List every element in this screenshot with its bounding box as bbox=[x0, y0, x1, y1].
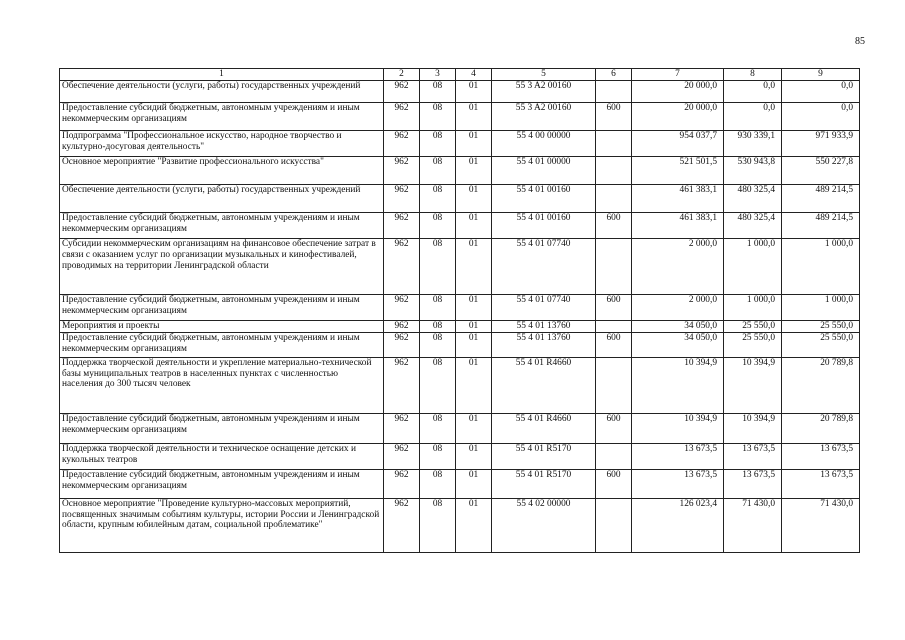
header-cell: 6 bbox=[596, 69, 632, 81]
admin-code: 962 bbox=[384, 239, 420, 295]
amount-col9: 13 673,5 bbox=[782, 443, 860, 469]
row-name: Предоставление субсидий бюджетным, автономным учреждениям и иным некоммерческим организациям bbox=[60, 413, 384, 443]
amount-col7: 34 050,0 bbox=[632, 321, 724, 333]
amount-col8: 10 394,9 bbox=[724, 413, 782, 443]
row-name: Предоставление субсидий бюджетным, автономным учреждениям и иным некоммерческим организациям bbox=[60, 103, 384, 131]
section-code: 08 bbox=[420, 443, 456, 469]
target-article: 55 4 00 00000 bbox=[492, 131, 596, 157]
subsection-code: 01 bbox=[456, 213, 492, 239]
amount-col9: 25 550,0 bbox=[782, 321, 860, 333]
admin-code: 962 bbox=[384, 103, 420, 131]
header-cell: 3 bbox=[420, 69, 456, 81]
amount-col7: 13 673,5 bbox=[632, 469, 724, 498]
table-row bbox=[60, 498, 860, 552]
amount-col7: 20 000,0 bbox=[632, 103, 724, 131]
amount-col9: 20 789,8 bbox=[782, 357, 860, 413]
admin-code: 962 bbox=[384, 157, 420, 185]
section-code: 08 bbox=[420, 321, 456, 333]
amount-col9: 489 214,5 bbox=[782, 213, 860, 239]
expense-type bbox=[596, 321, 632, 333]
row-name: Предоставление субсидий бюджетным, автономным учреждениям и иным некоммерческим организациям bbox=[60, 295, 384, 321]
amount-col8: 0,0 bbox=[724, 103, 782, 131]
section-code: 08 bbox=[420, 239, 456, 295]
amount-col8: 10 394,9 bbox=[724, 357, 782, 413]
amount-col9: 20 789,8 bbox=[782, 413, 860, 443]
target-article: 55 4 01 07740 bbox=[492, 295, 596, 321]
amount-col7: 13 673,5 bbox=[632, 443, 724, 469]
target-article: 55 4 02 00000 bbox=[492, 498, 596, 552]
header-cell: 9 bbox=[782, 69, 860, 81]
expense-type: 600 bbox=[596, 332, 632, 357]
admin-code: 962 bbox=[384, 131, 420, 157]
row-name: Предоставление субсидий бюджетным, автономным учреждениям и иным некоммерческим организациям bbox=[60, 469, 384, 498]
header-cell: 4 bbox=[456, 69, 492, 81]
expense-type bbox=[596, 185, 632, 213]
budget-table bbox=[59, 68, 860, 553]
table-row bbox=[60, 413, 860, 443]
section-code: 08 bbox=[420, 213, 456, 239]
amount-col9: 1 000,0 bbox=[782, 239, 860, 295]
table-row bbox=[60, 213, 860, 239]
target-article: 55 4 01 00000 bbox=[492, 157, 596, 185]
admin-code: 962 bbox=[384, 413, 420, 443]
amount-col9: 25 550,0 bbox=[782, 332, 860, 357]
section-code: 08 bbox=[420, 295, 456, 321]
admin-code: 962 bbox=[384, 498, 420, 552]
target-article: 55 4 01 R5170 bbox=[492, 443, 596, 469]
target-article: 55 4 01 R4660 bbox=[492, 357, 596, 413]
table-row bbox=[60, 81, 860, 103]
table-row bbox=[60, 185, 860, 213]
target-article: 55 4 01 R4660 bbox=[492, 413, 596, 443]
amount-col9: 13 673,5 bbox=[782, 469, 860, 498]
amount-col8: 13 673,5 bbox=[724, 443, 782, 469]
subsection-code: 01 bbox=[456, 103, 492, 131]
section-code: 08 bbox=[420, 469, 456, 498]
section-code: 08 bbox=[420, 81, 456, 103]
page-number: 85 bbox=[855, 36, 865, 47]
row-name: Предоставление субсидий бюджетным, автономным учреждениям и иным некоммерческим организациям bbox=[60, 213, 384, 239]
admin-code: 962 bbox=[384, 357, 420, 413]
subsection-code: 01 bbox=[456, 321, 492, 333]
amount-col9: 550 227,8 bbox=[782, 157, 860, 185]
row-name: Предоставление субсидий бюджетным, автономным учреждениям и иным некоммерческим организациям bbox=[60, 332, 384, 357]
amount-col8: 1 000,0 bbox=[724, 239, 782, 295]
subsection-code: 01 bbox=[456, 332, 492, 357]
amount-col9: 0,0 bbox=[782, 103, 860, 131]
admin-code: 962 bbox=[384, 295, 420, 321]
expense-type bbox=[596, 357, 632, 413]
amount-col8: 1 000,0 bbox=[724, 295, 782, 321]
row-name: Субсидии некоммерческим организациям на финансовое обеспечение затрат в связи с оказанием услуг по организации музыкальных и кинофестивалей, проводимых на территории Ленинградской области bbox=[60, 239, 384, 295]
amount-col9: 71 430,0 bbox=[782, 498, 860, 552]
section-code: 08 bbox=[420, 157, 456, 185]
amount-col8: 480 325,4 bbox=[724, 185, 782, 213]
expense-type bbox=[596, 81, 632, 103]
section-code: 08 bbox=[420, 185, 456, 213]
subsection-code: 01 bbox=[456, 185, 492, 213]
row-name: Мероприятия и проекты bbox=[60, 321, 384, 333]
amount-col7: 521 501,5 bbox=[632, 157, 724, 185]
expense-type: 600 bbox=[596, 213, 632, 239]
target-article: 55 4 01 13760 bbox=[492, 332, 596, 357]
amount-col7: 10 394,9 bbox=[632, 413, 724, 443]
expense-type: 600 bbox=[596, 103, 632, 131]
admin-code: 962 bbox=[384, 443, 420, 469]
admin-code: 962 bbox=[384, 81, 420, 103]
subsection-code: 01 bbox=[456, 131, 492, 157]
subsection-code: 01 bbox=[456, 498, 492, 552]
target-article: 55 4 01 00160 bbox=[492, 185, 596, 213]
table-row bbox=[60, 469, 860, 498]
section-code: 08 bbox=[420, 498, 456, 552]
expense-type bbox=[596, 157, 632, 185]
table-row bbox=[60, 357, 860, 413]
table-row bbox=[60, 443, 860, 469]
row-name: Поддержка творческой деятельности и техническое оснащение детских и кукольных театров bbox=[60, 443, 384, 469]
row-name: Поддержка творческой деятельности и укрепление материально-технической базы муниципальных театров в населенных пунктах с численностью населения до 300 тысяч человек bbox=[60, 357, 384, 413]
table-row bbox=[60, 321, 860, 333]
table-row bbox=[60, 103, 860, 131]
target-article: 55 4 01 R5170 bbox=[492, 469, 596, 498]
row-name: Обеспечение деятельности (услуги, работы) государственных учреждений bbox=[60, 185, 384, 213]
header-cell: 2 bbox=[384, 69, 420, 81]
amount-col7: 461 383,1 bbox=[632, 185, 724, 213]
subsection-code: 01 bbox=[456, 357, 492, 413]
target-article: 55 3 A2 00160 bbox=[492, 103, 596, 131]
subsection-code: 01 bbox=[456, 413, 492, 443]
expense-type: 600 bbox=[596, 413, 632, 443]
amount-col7: 34 050,0 bbox=[632, 332, 724, 357]
subsection-code: 01 bbox=[456, 81, 492, 103]
row-name: Обеспечение деятельности (услуги, работы) государственных учреждений bbox=[60, 81, 384, 103]
subsection-code: 01 bbox=[456, 295, 492, 321]
amount-col7: 2 000,0 bbox=[632, 239, 724, 295]
expense-type bbox=[596, 498, 632, 552]
amount-col7: 461 383,1 bbox=[632, 213, 724, 239]
amount-col9: 0,0 bbox=[782, 81, 860, 103]
table-row bbox=[60, 131, 860, 157]
row-name: Подпрограмма "Профессиональное искусство, народное творчество и культурно-досуговая деятельность" bbox=[60, 131, 384, 157]
section-code: 08 bbox=[420, 357, 456, 413]
subsection-code: 01 bbox=[456, 157, 492, 185]
amount-col9: 489 214,5 bbox=[782, 185, 860, 213]
header-row bbox=[60, 69, 860, 81]
amount-col7: 126 023,4 bbox=[632, 498, 724, 552]
expense-type: 600 bbox=[596, 469, 632, 498]
amount-col8: 25 550,0 bbox=[724, 332, 782, 357]
admin-code: 962 bbox=[384, 185, 420, 213]
table-row bbox=[60, 239, 860, 295]
amount-col7: 2 000,0 bbox=[632, 295, 724, 321]
expense-type: 600 bbox=[596, 295, 632, 321]
admin-code: 962 bbox=[384, 469, 420, 498]
subsection-code: 01 bbox=[456, 443, 492, 469]
admin-code: 962 bbox=[384, 321, 420, 333]
amount-col7: 20 000,0 bbox=[632, 81, 724, 103]
admin-code: 962 bbox=[384, 332, 420, 357]
amount-col8: 930 339,1 bbox=[724, 131, 782, 157]
amount-col7: 954 037,7 bbox=[632, 131, 724, 157]
amount-col9: 1 000,0 bbox=[782, 295, 860, 321]
expense-type bbox=[596, 443, 632, 469]
target-article: 55 3 A2 00160 bbox=[492, 81, 596, 103]
amount-col8: 0,0 bbox=[724, 81, 782, 103]
amount-col8: 530 943,8 bbox=[724, 157, 782, 185]
target-article: 55 4 01 00160 bbox=[492, 213, 596, 239]
header-cell: 1 bbox=[60, 69, 384, 81]
section-code: 08 bbox=[420, 332, 456, 357]
header-cell: 8 bbox=[724, 69, 782, 81]
expense-type bbox=[596, 239, 632, 295]
section-code: 08 bbox=[420, 103, 456, 131]
expense-type bbox=[596, 131, 632, 157]
amount-col7: 10 394,9 bbox=[632, 357, 724, 413]
amount-col9: 971 933,9 bbox=[782, 131, 860, 157]
section-code: 08 bbox=[420, 131, 456, 157]
header-cell: 5 bbox=[492, 69, 596, 81]
target-article: 55 4 01 07740 bbox=[492, 239, 596, 295]
subsection-code: 01 bbox=[456, 239, 492, 295]
admin-code: 962 bbox=[384, 213, 420, 239]
table-row bbox=[60, 332, 860, 357]
amount-col8: 25 550,0 bbox=[724, 321, 782, 333]
row-name: Основное мероприятие "Проведение культурно-массовых мероприятий, посвященных значимым событиям культуры, истории России и Ленинградской области, крупным юбилейным датам, социальной проблематике" bbox=[60, 498, 384, 552]
amount-col8: 13 673,5 bbox=[724, 469, 782, 498]
header-cell: 7 bbox=[632, 69, 724, 81]
row-name: Основное мероприятие "Развитие профессионального искусства" bbox=[60, 157, 384, 185]
target-article: 55 4 01 13760 bbox=[492, 321, 596, 333]
amount-col8: 71 430,0 bbox=[724, 498, 782, 552]
subsection-code: 01 bbox=[456, 469, 492, 498]
section-code: 08 bbox=[420, 413, 456, 443]
table-row bbox=[60, 295, 860, 321]
amount-col8: 480 325,4 bbox=[724, 213, 782, 239]
table-row bbox=[60, 157, 860, 185]
